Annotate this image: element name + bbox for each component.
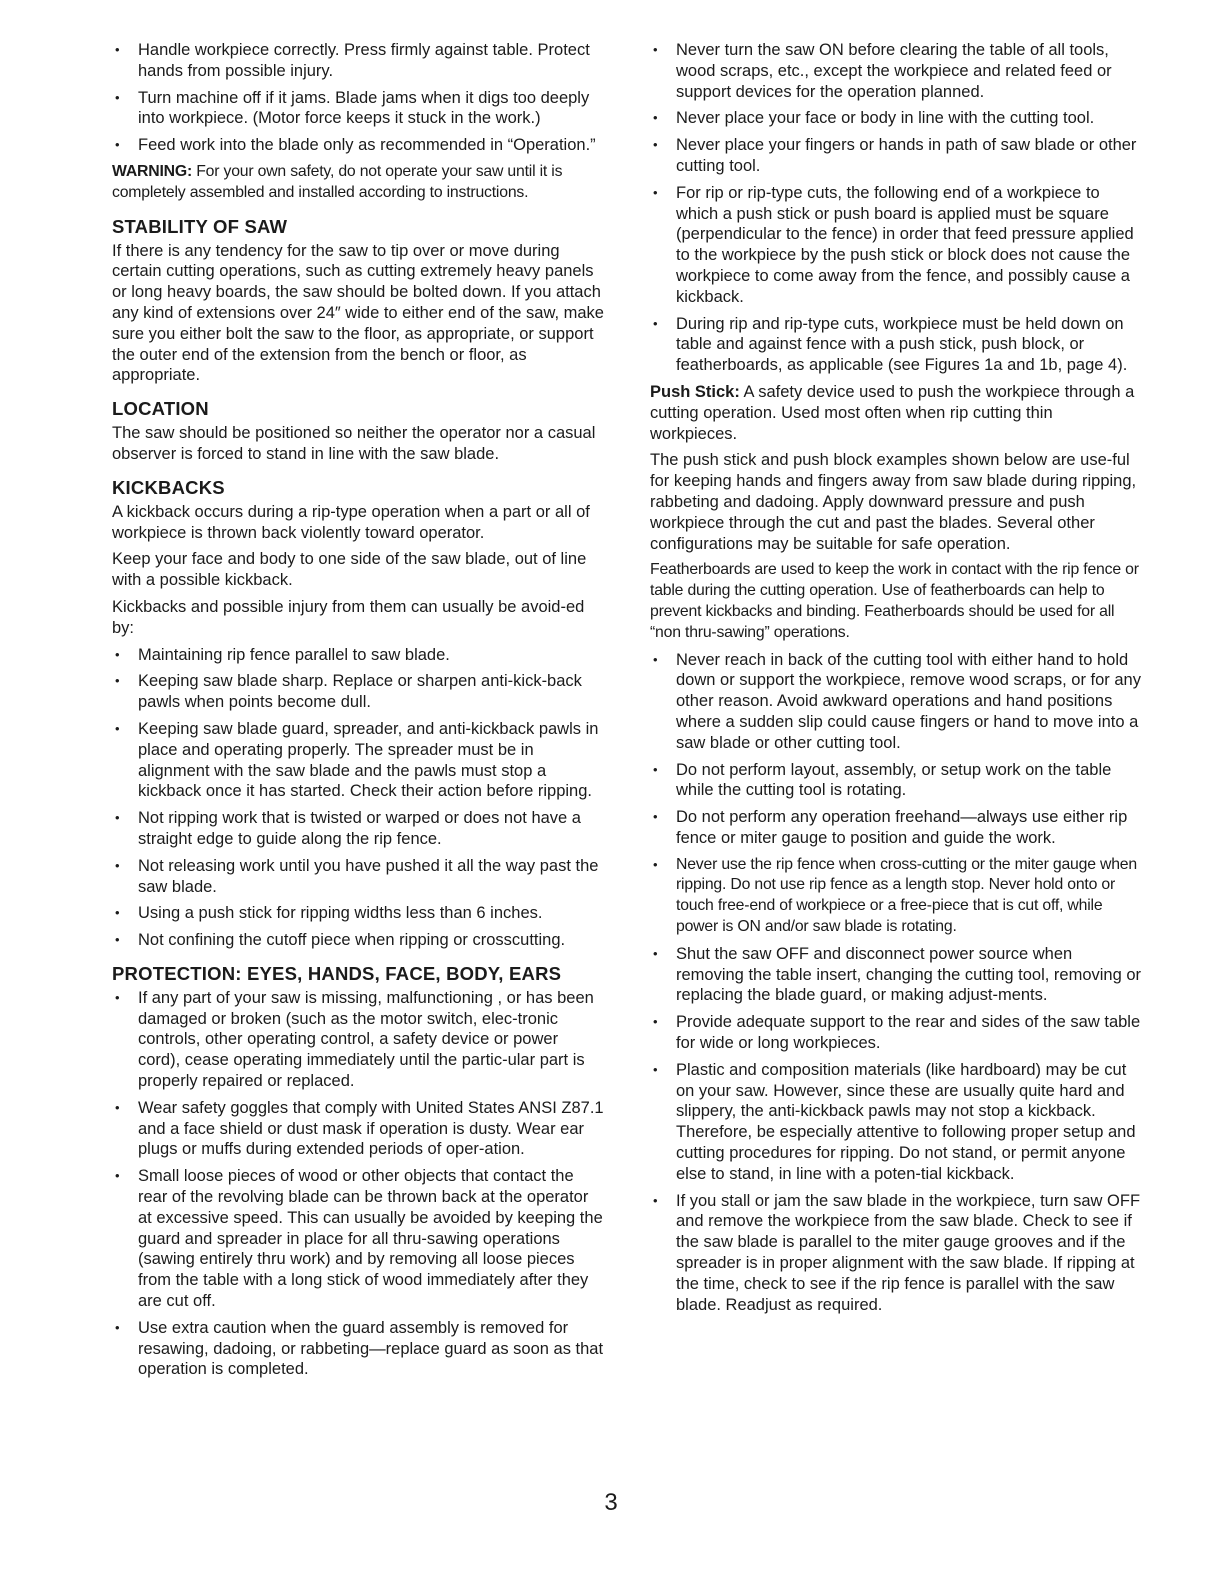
list-item: • Never place your face or body in line with the cutting tool. bbox=[650, 108, 1144, 129]
list-item: • Plastic and composition materials (like hardboard) may be cut on your saw. However, since these are usually quite hard and slippery, the anti-kickback pawls may not stop a kickback. Therefore, be especially attentive to following proper setup and cutting procedures for ripping. Do not stand, or permit anyone else to stand, in line with a poten-tial kickback. bbox=[650, 1060, 1144, 1185]
push-stick-label: Push Stick: bbox=[650, 382, 740, 401]
intro-bullet-list bbox=[112, 40, 604, 156]
kickbacks-paragraph-3: Kickbacks and possible injury from them can usually be avoid-ed by: bbox=[112, 597, 585, 637]
list-item: • Using a push stick for ripping widths less than 6 inches. bbox=[112, 903, 604, 924]
push-examples-paragraph: The push stick and push block examples shown below are use-ful for keeping hands and fingers away from saw blade during ripping, rabbeting and dadoing. Apply downward pressure and push workpiece through the cut and past the blades. Several other configurations may be suitable for safe operation. bbox=[650, 451, 1137, 553]
list-item: • Keeping saw blade sharp. Replace or sharpen anti-kick-back pawls when points become dull. bbox=[112, 671, 604, 713]
push-stick-definition bbox=[650, 382, 1144, 444]
list-item: • Wear safety goggles that comply with United States ANSI Z87.1 and a face shield or dust mask if operation is dusty. Wear ear plugs or muffs during extended periods of oper-ation. bbox=[112, 1098, 604, 1160]
list-item: • If any part of your saw is missing, malfunctioning , or has been damaged or broken (such as the motor switch, elec-tronic controls, other operating control, a safety device or power cord), cease operating immediately until the partic-ular part is properly repaired or replaced. bbox=[112, 988, 604, 1092]
list-item: • During rip and rip-type cuts, workpiece must be held down on table and against fence with a push stick, push block, or featherboards, as applicable (see Figures 1a and 1b, page 4). bbox=[650, 314, 1144, 376]
featherboards-paragraph: Featherboards are used to keep the work in contact with the rip fence or table during the cutting operation. Use of featherboards can help to prevent kickbacks and binding. Featherboards should be used for all “non thru-sawing” operations. bbox=[650, 561, 1139, 641]
list-item: • Provide adequate support to the rear and sides of the saw table for wide or long workpieces. bbox=[650, 1012, 1144, 1054]
list-item: • Not ripping work that is twisted or warped or does not have a straight edge to guide along the rip fence. bbox=[112, 808, 604, 850]
page-number: 3 bbox=[604, 1489, 618, 1516]
warning-paragraph bbox=[112, 162, 604, 204]
list-item: • Feed work into the blade only as recommended in “Operation.” bbox=[112, 135, 604, 156]
list-item: • Shut the saw OFF and disconnect power source when removing the table insert, changing the cutting tool, removing or replacing the blade guard, or making adjust-ments. bbox=[650, 944, 1144, 1006]
list-item: • Use extra caution when the guard assembly is removed for resawing, dadoing, or rabbeting—replace guard as soon as that operation is completed. bbox=[112, 1318, 604, 1380]
list-item: • For rip or rip-type cuts, the following end of a workpiece to which a push stick or push board is applied must be square (perpendicular to the fence) in order that feed pressure applied to the workpiece by the push stick or block does not cause the workpiece to come away from the fence, and possibly cause a kickback. bbox=[650, 183, 1144, 308]
kickbacks-paragraph-2: Keep your face and body to one side of the saw blade, out of line with a possible kickback. bbox=[112, 550, 587, 590]
stability-text: If there is any tendency for the saw to tip over or move during certain cutting operations, such as cutting extremely heavy panels or long heavy boards, the saw should be bolted down. If you attach any kind of extensions over 24″ wide to either end of the saw, make sure you either bolt the saw to the floor, as appropriate, or support the outer end of the extension from the bench or floor, as appropriate. bbox=[112, 241, 604, 385]
protection-heading: PROTECTION: EYES, HANDS, FACE, BODY, EARS bbox=[112, 962, 562, 984]
list-item: • Not releasing work until you have pushed it all the way past the saw blade. bbox=[112, 856, 604, 898]
list-item: • Never turn the saw ON before clearing the table of all tools, wood scraps, etc., except the workpiece and related feed or support devices for the operation planned. bbox=[650, 40, 1144, 102]
list-item: • If you stall or jam the saw blade in the workpiece, turn saw OFF and remove the workpiece from the saw blade. Check to see if the saw blade is parallel to the miter gauge grooves and if the spreader is in proper alignment with the saw blade. If ripping at the time, check to see if the rip fence is parallel with the saw blade. Readjust as required. bbox=[650, 1191, 1144, 1316]
list-item: • Maintaining rip fence parallel to saw blade. bbox=[112, 645, 604, 666]
list-item: • Never reach in back of the cutting tool with either hand to hold down or support the workpiece, remove wood scraps, or for any other reason. Avoid awkward operations and hand positions where a sudden slip could cause fingers or hand to move into a saw blade or other cutting tool. bbox=[650, 650, 1144, 754]
list-item: • Turn machine off if it jams. Blade jams when it digs too deeply into workpiece. (Motor force keeps it stuck in the work.) bbox=[112, 88, 604, 130]
warning-text: For your own safety, do not operate your saw until it is completely assembled and installed according to instructions. bbox=[112, 162, 563, 201]
list-item: • Small loose pieces of wood or other objects that contact the rear of the revolving blade can be thrown back at the operator at excessive speed. This can usually be avoided by keeping the guard and spreader in place for all thru-sawing operations (sawing entirely thru work) and by removing all loose pieces from the table with a long stick of wood immediately after they are cut off. bbox=[112, 1166, 604, 1312]
list-item: • Keeping saw blade guard, spreader, and anti-kickback pawls in place and operating properly. The spreader must be in alignment with the saw blade and the pawls must stop a kickback once it has started. Check their action before ripping. bbox=[112, 719, 604, 802]
list-item: • Never use the rip fence when cross-cutting or the miter gauge when ripping. Do not use rip fence as a length stop. Never hold onto or touch free-end of workpiece or a free-piece that is cut off, while power is ON and/or saw blade is rotating. bbox=[650, 855, 1144, 938]
list-item: • Handle workpiece correctly. Press firmly against table. Protect hands from possible injury. bbox=[112, 40, 604, 82]
push-stick-text: A safety device used to push the workpiece through a cutting operation. Used most often when rip cutting thin workpieces. bbox=[650, 382, 1135, 443]
kickbacks-heading: KICKBACKS bbox=[112, 476, 225, 498]
list-item: • Do not perform layout, assembly, or setup work on the table while the cutting tool is rotating. bbox=[650, 760, 1144, 802]
left-column bbox=[112, 40, 604, 1386]
location-text: The saw should be positioned so neither the operator nor a casual observer is forced to stand in line with the saw blade. bbox=[112, 424, 596, 463]
kickbacks-paragraph-1: A kickback occurs during a rip-type operation when a part or all of workpiece is thrown back violently toward operator. bbox=[112, 502, 590, 542]
safety-bullet-list-bottom bbox=[650, 650, 1144, 1316]
protection-bullet-list bbox=[112, 988, 604, 1380]
kickbacks-bullet-list bbox=[112, 645, 604, 951]
stability-heading: STABILITY OF SAW bbox=[112, 215, 288, 237]
safety-bullet-list-top bbox=[650, 40, 1144, 376]
list-item: • Not confining the cutoff piece when ripping or crosscutting. bbox=[112, 930, 604, 951]
list-item: • Never place your fingers or hands in path of saw blade or other cutting tool. bbox=[650, 135, 1144, 177]
right-column bbox=[650, 40, 1144, 1321]
warning-label: WARNING: bbox=[112, 162, 193, 180]
list-item: • Do not perform any operation freehand—always use either rip fence or miter gauge to position and guide the work. bbox=[650, 807, 1144, 849]
location-heading: LOCATION bbox=[112, 398, 209, 420]
